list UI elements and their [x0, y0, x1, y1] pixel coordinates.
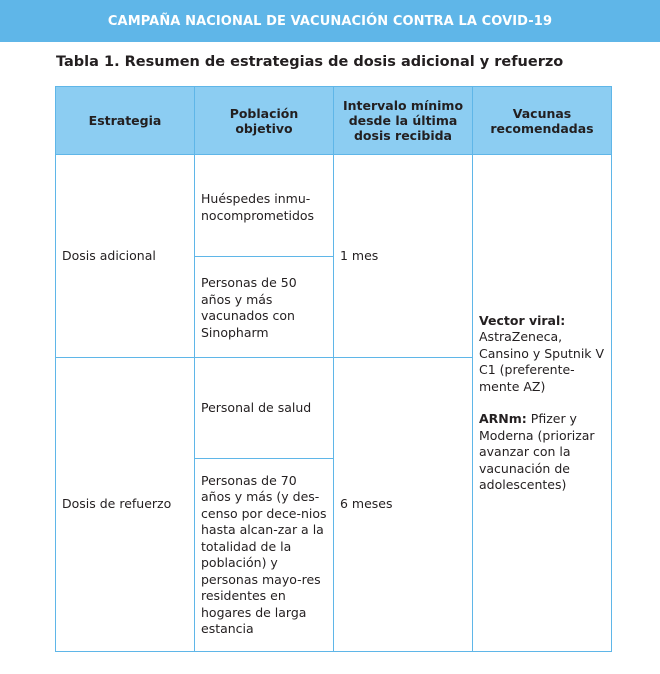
cell-intervalo-6-meses: 6 meses	[334, 358, 473, 652]
campaign-banner	[0, 0, 660, 42]
header-vacunas: Vacunas recomendadas	[473, 87, 612, 155]
cell-intervalo-1-mes: 1 mes	[334, 155, 473, 358]
cell-poblacion-personal-salud: Personal de salud	[195, 358, 334, 459]
arnm-text: Pfizer y Moderna (priorizar avanzar con la vacunación de adolescentes)	[479, 411, 595, 492]
header-poblacion: Población objetivo	[195, 87, 334, 155]
cell-estrategia-refuerzo: Dosis de refuerzo	[56, 358, 195, 652]
vector-viral-label: Vector viral:	[479, 312, 566, 328]
cell-poblacion-sinopharm: Personas de 50 años y más vacunados con Sinopharm	[195, 257, 334, 358]
vector-viral-text: AstraZeneca, Cansino y Sputnik V C1 (preferente-mente AZ)	[479, 329, 605, 394]
cell-estrategia-adicional: Dosis adicional	[56, 155, 195, 358]
table-row	[56, 155, 612, 257]
table-title: Tabla 1. Resumen de estrategias de dosis adicional y refuerzo	[56, 54, 564, 70]
cell-poblacion-mayores: Personas de 70 años y más (y des-censo por dece-nios hasta alcan-zar a la totalidad de la población) y personas mayo-res residentes en hogares de larga estancia	[195, 459, 334, 652]
cell-vacunas	[473, 155, 612, 652]
header-estrategia: Estrategia	[56, 87, 195, 155]
arnm-label: ARNm:	[479, 411, 527, 426]
cell-poblacion-inmunocomprometidos: Huéspedes inmu-nocomprometidos	[195, 155, 334, 257]
strategies-table	[55, 86, 612, 652]
header-intervalo: Intervalo mínimo desde la última dosis recibida	[334, 87, 473, 155]
banner-text: CAMPAÑA NACIONAL DE VACUNACIÓN CONTRA LA COVID-19	[107, 13, 553, 29]
table-header-row	[56, 87, 612, 155]
